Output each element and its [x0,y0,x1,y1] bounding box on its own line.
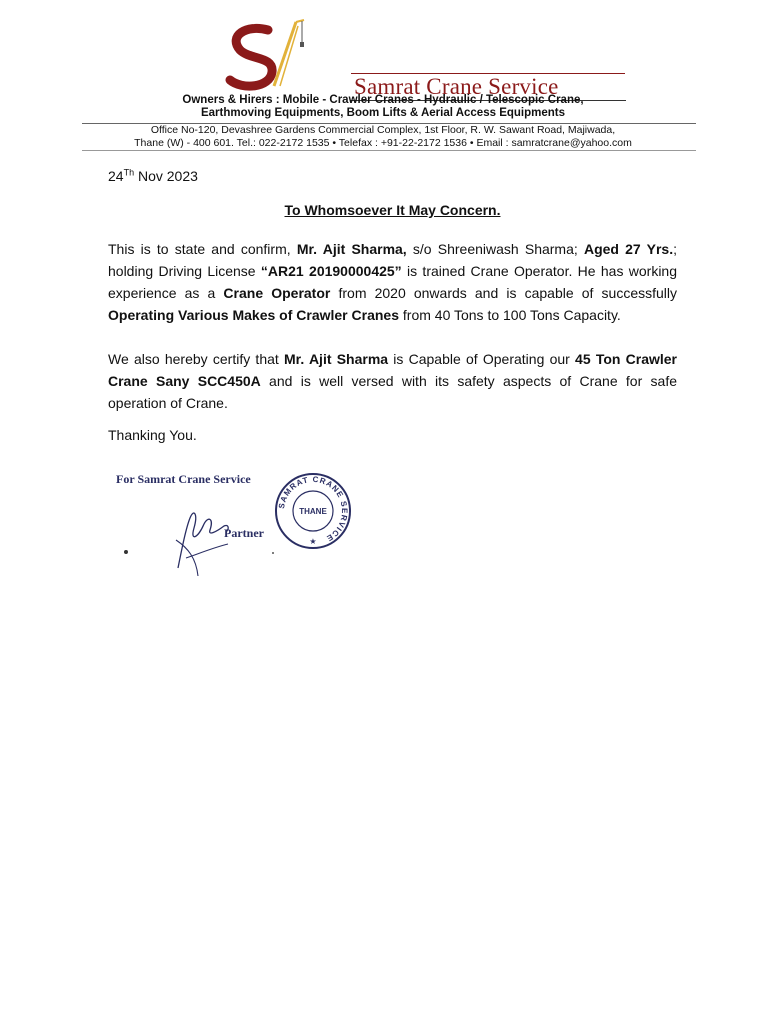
tagline-line-1: Owners & Hirers : Mobile - Crawler Cranes - Hydraulic / Telescopic Crane, [182,94,584,106]
letter-subject: To Whomsoever It May Concern. [284,202,501,218]
p1-text-4: is trained Crane Operator. He has working experience as a [108,263,678,301]
stamp-ring-text: SAMRAT CRANE SERVICE [277,474,350,544]
company-stamp [274,470,352,552]
p1-bold-skill: Operating Various Makes of Crawler Cranes [108,307,399,323]
signature-title: Partner [224,526,264,540]
company-tagline [66,94,700,120]
p1-text-3: ; holding Driving License [108,241,677,279]
p2-text-3: and is well versed with its safety aspects of Crane for safe operation of Crane. [108,373,677,411]
letter-date [108,168,198,184]
ink-dot-small [272,552,274,554]
p1-text-6: from 40 Tons to 100 Tons Capacity. [399,307,621,323]
stamp-center-text: THANE [299,507,327,516]
date-day: 24 [108,168,124,184]
tagline-line-2: Earthmoving Equipments, Boom Lifts & Aerial Access Equipments [200,107,566,119]
p1-bold-age: Aged 27 Yrs. [583,241,674,257]
p2-bold-name: Mr. Ajit Sharma [284,351,389,367]
p1-bold-role: Crane Operator [223,285,331,301]
p2-text-2: is Capable of Operating our [388,351,576,367]
stamp-star-icon: ★ [309,537,317,546]
letterhead [66,14,700,154]
signature-for-line: For Samrat Crane Service [116,472,251,486]
address-line-1: Office No-120, Devashree Gardens Commercial Complex, 1st Floor, R. W. Sawant Road, Majiwada, [150,124,616,136]
address-line-2: Thane (W) - 400 601. Tel.: 022-2172 1535 • Telefax : +91-22-2172 1536 • Email : samratcrane@yahoo.com [134,137,632,149]
ink-dot [124,550,128,554]
date-suffix: Th [123,167,135,178]
p1-text-5: from 2020 onwards and is capable of successfully [330,285,678,301]
closing-line: Thanking You. [108,427,197,443]
p1-bold-license: “AR21 20190000425” [260,263,402,279]
company-address [66,124,700,150]
company-logo [216,16,376,92]
header-divider-bottom [82,150,696,151]
p2-text-1: We also hereby certify that [108,351,285,367]
paragraph-2 [108,348,677,414]
p1-bold-name: Mr. Ajit Sharma, [296,241,407,257]
p1-text-1: This is to state and confirm, [108,241,297,257]
signature-block [108,468,358,583]
p2-bold-crane: 45 Ton Crawler Crane Sany SCC450A [108,351,678,389]
paragraph-1 [108,238,677,326]
date-rest: Nov 2023 [134,168,198,184]
p1-text-2: s/o Shreeniwash Sharma; [406,241,584,257]
company-name: Samrat Crane Service [354,74,559,99]
